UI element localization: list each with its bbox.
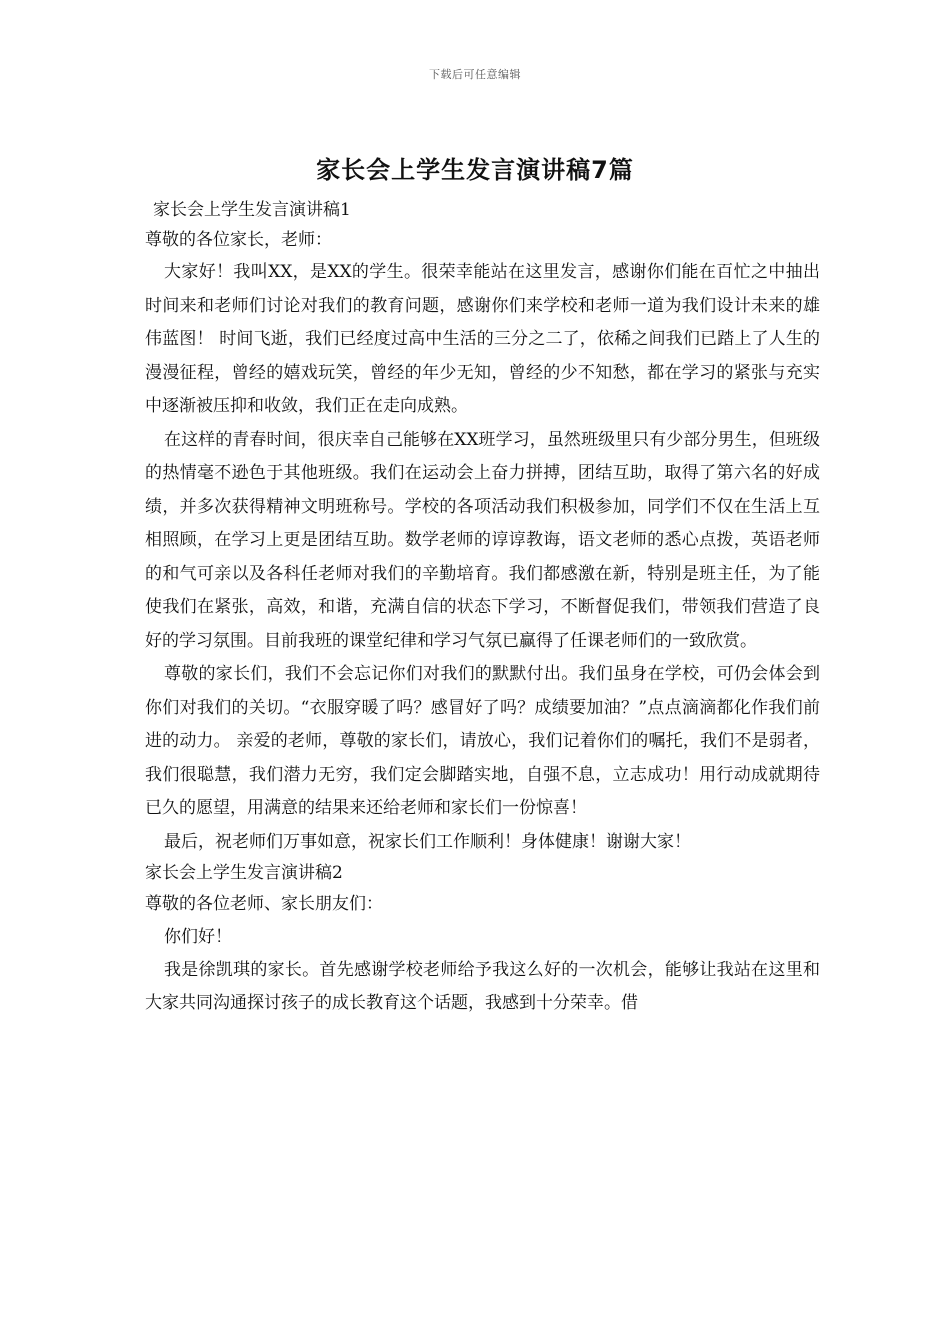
document-title: 家长会上学生发言演讲稿7篇 <box>316 156 634 184</box>
speech-1-paragraph-3: 尊敬的家长们，我们不会忘记你们对我们的默默付出。我们虽身在学校，可仍会体会到你们对我们的关切。“衣服穿暖了吗？感冒好了吗？成绩要加油？”点点滴滴都化作我们前进的动力。 亲爱的老师，尊敬的家长们，请放心，我们记着你们的嘱托，我们不是弱者，我们很聪慧，我们潜力无穷，我们定会脚踏实地，自强不息，立志成功！用行动成就期待已久的愿望，用满意的结果来还给老师和家长们一份惊喜！ <box>145 664 820 818</box>
speech-1-paragraph-2: 在这样的青春时间，很庆幸自己能够在XX班学习，虽然班级里只有少部分男生，但班级的热情毫不逊色于其他班级。我们在运动会上奋力拼搏，团结互助，取得了第六名的好成绩，并多次获得精神文明班称号。学校的各项活动我们积极参加，同学们不仅在生活上互相照顾，在学习上更是团结互助。数学老师的谆谆教诲，语文老师的悉心点拨，英语老师的和气可亲以及各科任老师对我们的辛勤培育。我们都感激在新，特别是班主任，为了能使我们在紧张，高效，和谐，充满自信的状态下学习，不断督促我们，带领我们营造了良好的学习氛围。目前我班的课堂纪律和学习气氛已赢得了任课老师们的一致欣赏。 <box>145 429 820 651</box>
speech-2-heading: 家长会上学生发言演讲稿2 <box>145 862 343 883</box>
speech-1-salutation: 尊敬的各位家长，老师： <box>145 230 332 250</box>
speech-2-greeting: 你们好！ <box>164 926 232 947</box>
speech-2-salutation: 尊敬的各位老师、家长朋友们： <box>145 893 383 914</box>
speech-1-heading: 家长会上学生发言演讲稿1 <box>153 200 351 220</box>
speech-1-paragraph-1: 大家好！我叫XX，是XX的学生。很荣幸能站在这里发言，感谢你们能在百忙之中抽出时间来和老师们讨论对我们的教育问题，感谢你们来学校和老师一道为我们设计未来的雄伟蓝图！ 时间飞逝，我们已经度过高中生活的三分之二了，依稀之间我们已踏上了人生的漫漫征程，曾经的嬉戏玩笑，曾经的年少无知，曾经的少不知愁，都在学习的紧张与充实中逐渐被压抑和收敛，我们正在走向成熟。 <box>145 262 820 416</box>
speech-1-closing: 最后，祝老师们万事如意，祝家长们工作顺利！身体健康！谢谢大家！ <box>164 831 691 852</box>
speech-2-paragraph-1: 我是徐凯琪的家长。首先感谢学校老师给予我这么好的一次机会，能够让我站在这里和大家共同沟通探讨孩子的成长教育这个话题，我感到十分荣幸。借 <box>145 959 820 1013</box>
page-header-note: 下载后可任意编辑 <box>429 68 521 81</box>
document-body <box>145 196 820 1021</box>
